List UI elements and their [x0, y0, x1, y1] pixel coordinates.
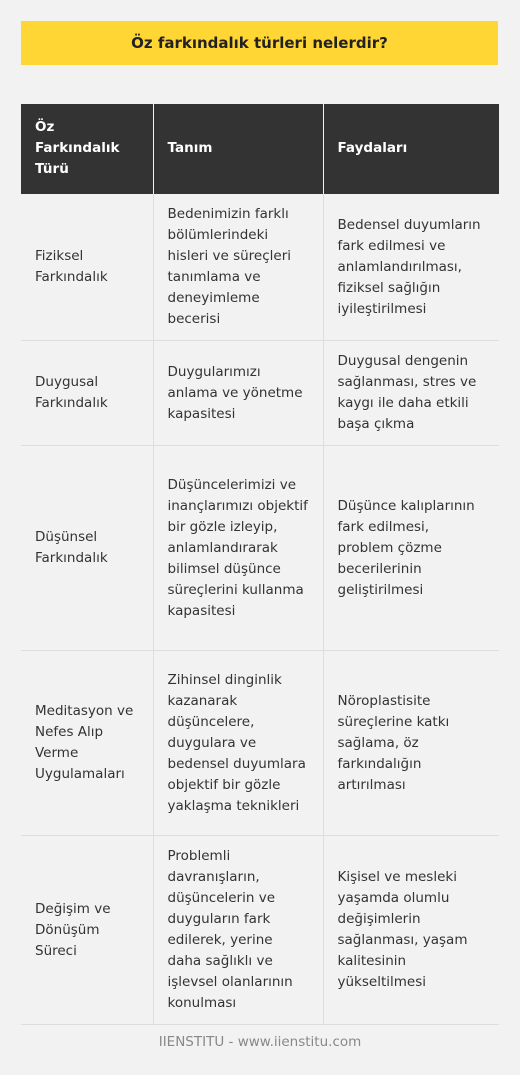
self-awareness-table	[21, 104, 499, 1025]
table-header-row	[21, 104, 499, 194]
page-title: Öz farkındalık türleri nelerdir?	[21, 21, 498, 65]
table-row	[21, 651, 499, 836]
column-header-type: Öz Farkındalık Türü	[21, 104, 153, 194]
column-header-benefits: Faydaları	[323, 104, 499, 194]
cell-type: Değişim ve Dönüşüm Süreci	[21, 836, 153, 1025]
cell-type: Fiziksel Farkındalık	[21, 194, 153, 341]
cell-definition: Zihinsel dinginlik kazanarak düşüncelere, duygulara ve bedensel duyumlara objektif bir gözle yaklaşma teknikleri	[153, 651, 323, 836]
cell-type: Duygusal Farkındalık	[21, 341, 153, 446]
cell-benefits: Nöroplastisite süreçlerine katkı sağlama, öz farkındalığın artırılması	[323, 651, 499, 836]
cell-benefits: Duygusal dengenin sağlanması, stres ve kaygı ile daha etkili başa çıkma	[323, 341, 499, 446]
cell-definition: Düşüncelerimizi ve inançlarımızı objektif bir gözle izleyip, anlamlandırarak bilimsel düşünce süreçlerini kullanma kapasitesi	[153, 446, 323, 651]
cell-definition: Duygularımızı anlama ve yönetme kapasitesi	[153, 341, 323, 446]
table-row	[21, 341, 499, 446]
footer-credit: IIENSTITU - www.iienstitu.com	[158, 1034, 362, 1050]
table-row	[21, 194, 499, 341]
cell-type: Düşünsel Farkındalık	[21, 446, 153, 651]
cell-type: Meditasyon ve Nefes Alıp Verme Uygulamaları	[21, 651, 153, 836]
table-row	[21, 836, 499, 1025]
cell-benefits: Kişisel ve mesleki yaşamda olumlu değişimlerin sağlanması, yaşam kalitesinin yükseltilmesi	[323, 836, 499, 1025]
cell-definition: Problemli davranışların, düşüncelerin ve duyguların fark edilerek, yerine daha sağlıklı ve işlevsel olanlarının konulması	[153, 836, 323, 1025]
table-row	[21, 446, 499, 651]
cell-benefits: Düşünce kalıplarının fark edilmesi, problem çözme becerilerinin geliştirilmesi	[323, 446, 499, 651]
cell-definition: Bedenimizin farklı bölümlerindeki hisleri ve süreçleri tanımlama ve deneyimleme becerisi	[153, 194, 323, 341]
column-header-definition: Tanım	[153, 104, 323, 194]
cell-benefits: Bedensel duyumların fark edilmesi ve anlamlandırılması, fiziksel sağlığın iyileştirilmesi	[323, 194, 499, 341]
